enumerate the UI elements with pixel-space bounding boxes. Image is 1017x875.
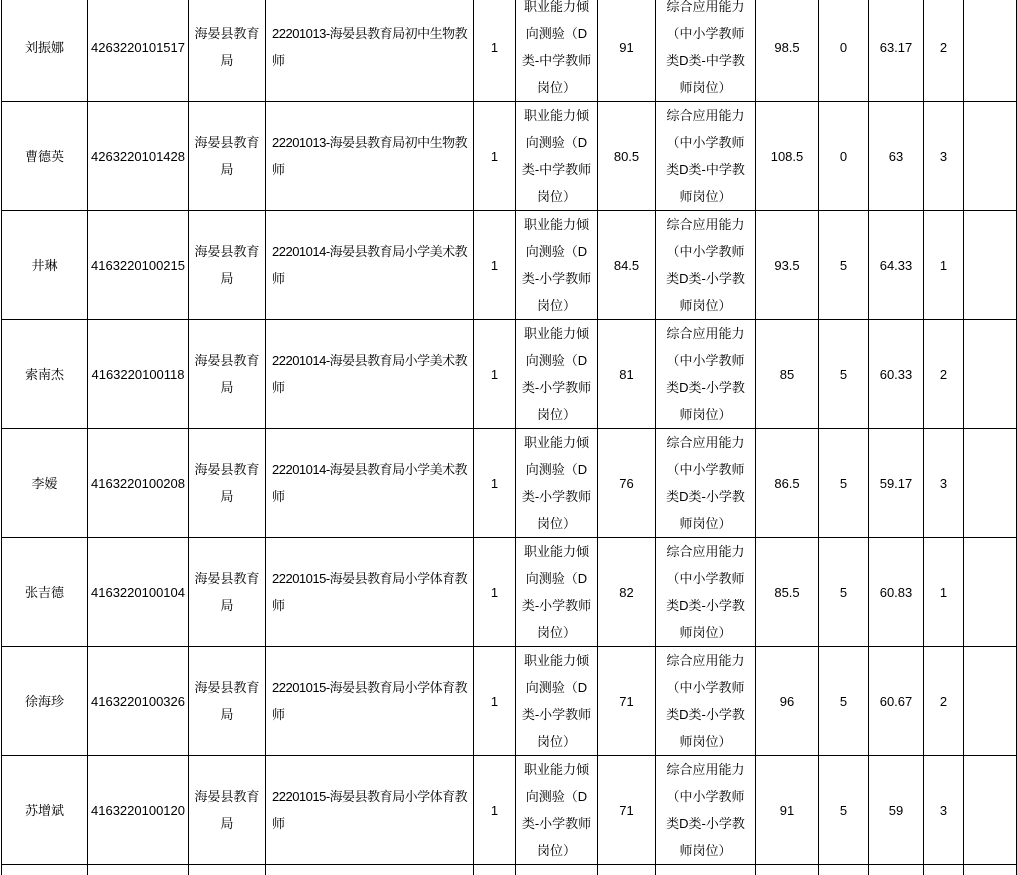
cell-position: 22201013-海晏县教育局初中生物教师 (266, 102, 474, 211)
cell-ticket-number: 4263220101517 (88, 0, 189, 102)
cell-subject1-score: 91 (598, 0, 656, 102)
cell-blank (819, 865, 869, 875)
cell-employer-unit: 海晏县教育局 (189, 320, 266, 429)
cell-employer-unit: 海晏县教育局 (189, 102, 266, 211)
cell-total-score: 60.83 (869, 538, 924, 647)
cell-rank: 1 (924, 538, 964, 647)
cell-position: 22201014-海晏县教育局小学美术教师 (266, 211, 474, 320)
cell-subject1-name: 职业能力倾向测验（D类-中学教师岗位） (516, 102, 598, 211)
cell-position: 22201013-海晏县教育局初中生物教师 (266, 0, 474, 102)
cell-policy-bonus: 5 (819, 538, 869, 647)
cell-blank (964, 429, 1017, 538)
cell-subject2-name: 综合应用能力（中小学教师类D类-小学教师岗位） (656, 429, 756, 538)
cell-policy-bonus: 0 (819, 0, 869, 102)
cell-candidate-name: 张吉德 (2, 538, 88, 647)
cell-ticket-number: 4163220100326 (88, 647, 189, 756)
cell-subject1-name: 职业能力倾向测验（D类-小学教师岗位） (516, 647, 598, 756)
cell-subject1-name: 职业能力倾向测验（D类-小学教师岗位） (516, 756, 598, 865)
cell-subject1-score: 81 (598, 320, 656, 429)
cell-total-score: 59.17 (869, 429, 924, 538)
cell-total-score: 63 (869, 102, 924, 211)
cell-quota: 1 (474, 320, 516, 429)
cell-subject1-score: 80.5 (598, 102, 656, 211)
cell-blank (516, 865, 598, 875)
cell-blank (598, 865, 656, 875)
exam-score-table (1, 0, 1017, 875)
table-row (2, 0, 1017, 102)
cell-policy-bonus: 0 (819, 102, 869, 211)
cell-position: 22201014-海晏县教育局小学美术教师 (266, 320, 474, 429)
cell-rank: 2 (924, 0, 964, 102)
cell-policy-bonus: 5 (819, 756, 869, 865)
cell-total-score: 60.67 (869, 647, 924, 756)
cell-position: 22201014-海晏县教育局小学美术教师 (266, 429, 474, 538)
cell-rank: 2 (924, 320, 964, 429)
cell-subject1-score: 82 (598, 538, 656, 647)
cell-blank (474, 865, 516, 875)
cell-candidate-name: 李嫒 (2, 429, 88, 538)
cell-subject2-score: 108.5 (756, 102, 819, 211)
cell-subject1-name: 职业能力倾向测验（D类-小学教师岗位） (516, 429, 598, 538)
cell-rank: 3 (924, 102, 964, 211)
cell-position: 22201015-海晏县教育局小学体育教师 (266, 647, 474, 756)
cell-blank (964, 865, 1017, 875)
cell-subject1-name: 职业能力倾向测验（D类-小学教师岗位） (516, 538, 598, 647)
cell-ticket-number: 4163220100120 (88, 756, 189, 865)
cell-subject2-score: 85 (756, 320, 819, 429)
cell-subject1-score: 76 (598, 429, 656, 538)
cell-policy-bonus: 5 (819, 211, 869, 320)
cell-ticket-number: 4163220100118 (88, 320, 189, 429)
cell-rank: 3 (924, 756, 964, 865)
cell-ticket-number: 4163220100104 (88, 538, 189, 647)
cell-position: 22201015-海晏县教育局小学体育教师 (266, 538, 474, 647)
cell-total-score: 64.33 (869, 211, 924, 320)
cell-subject2-name: 综合应用能力（中小学教师类D类-小学教师岗位） (656, 320, 756, 429)
table-row (2, 538, 1017, 647)
cell-subject2-name: 综合应用能力（中小学教师类D类-小学教师岗位） (656, 647, 756, 756)
cell-subject2-score: 93.5 (756, 211, 819, 320)
cell-blank (88, 865, 189, 875)
cell-blank (964, 756, 1017, 865)
table-row-partial (2, 865, 1017, 875)
table-row (2, 756, 1017, 865)
cell-employer-unit: 海晏县教育局 (189, 647, 266, 756)
cell-quota: 1 (474, 429, 516, 538)
cell-policy-bonus: 5 (819, 647, 869, 756)
cell-quota: 1 (474, 102, 516, 211)
cell-subject2-name: 综合应用能力（中小学教师类D类-小学教师岗位） (656, 538, 756, 647)
table-row (2, 320, 1017, 429)
cell-employer-unit: 海晏县教育局 (189, 756, 266, 865)
cell-blank (964, 647, 1017, 756)
cell-blank (656, 865, 756, 875)
cell-employer-unit: 海晏县教育局 (189, 538, 266, 647)
cell-ticket-number: 4163220100208 (88, 429, 189, 538)
cell-rank: 1 (924, 211, 964, 320)
cell-subject2-score: 86.5 (756, 429, 819, 538)
cell-blank (924, 865, 964, 875)
cell-rank: 2 (924, 647, 964, 756)
cell-quota: 1 (474, 0, 516, 102)
table-row (2, 429, 1017, 538)
cell-blank (964, 102, 1017, 211)
cell-total-score: 63.17 (869, 0, 924, 102)
cell-quota: 1 (474, 538, 516, 647)
cell-blank (964, 320, 1017, 429)
cell-quota: 1 (474, 756, 516, 865)
cell-policy-bonus: 5 (819, 320, 869, 429)
table-row (2, 647, 1017, 756)
cell-employer-unit: 海晏县教育局 (189, 429, 266, 538)
cell-position: 22201015-海晏县教育局小学体育教师 (266, 756, 474, 865)
table-row (2, 211, 1017, 320)
cell-subject2-name: 综合应用能力（中小学教师类D类-小学教师岗位） (656, 756, 756, 865)
cell-total-score: 59 (869, 756, 924, 865)
cell-subject2-score: 98.5 (756, 0, 819, 102)
cell-blank (756, 865, 819, 875)
cell-blank (266, 865, 474, 875)
cell-subject2-score: 85.5 (756, 538, 819, 647)
cell-candidate-name: 井琳 (2, 211, 88, 320)
cell-candidate-name: 索南杰 (2, 320, 88, 429)
cell-rank: 3 (924, 429, 964, 538)
cell-subject1-score: 71 (598, 647, 656, 756)
cell-blank (2, 865, 88, 875)
cell-subject1-name: 职业能力倾向测验（D类-小学教师岗位） (516, 320, 598, 429)
cell-quota: 1 (474, 211, 516, 320)
cell-blank (964, 538, 1017, 647)
cell-candidate-name: 徐海珍 (2, 647, 88, 756)
cell-ticket-number: 4163220100215 (88, 211, 189, 320)
cell-blank (189, 865, 266, 875)
cell-candidate-name: 曹德英 (2, 102, 88, 211)
table-row (2, 102, 1017, 211)
cell-candidate-name: 苏增斌 (2, 756, 88, 865)
cell-candidate-name: 刘振娜 (2, 0, 88, 102)
cell-subject1-name: 职业能力倾向测验（D类-小学教师岗位） (516, 211, 598, 320)
cell-subject2-score: 96 (756, 647, 819, 756)
cell-blank (964, 0, 1017, 102)
cell-ticket-number: 4263220101428 (88, 102, 189, 211)
cell-subject2-name: 综合应用能力（中小学教师类D类-中学教师岗位） (656, 0, 756, 102)
cell-subject2-name: 综合应用能力（中小学教师类D类-小学教师岗位） (656, 211, 756, 320)
cell-subject1-score: 84.5 (598, 211, 656, 320)
cell-employer-unit: 海晏县教育局 (189, 0, 266, 102)
cell-subject1-score: 71 (598, 756, 656, 865)
cell-employer-unit: 海晏县教育局 (189, 211, 266, 320)
cell-blank (869, 865, 924, 875)
cell-total-score: 60.33 (869, 320, 924, 429)
cell-subject1-name: 职业能力倾向测验（D类-中学教师岗位） (516, 0, 598, 102)
cell-subject2-score: 91 (756, 756, 819, 865)
cell-blank (964, 211, 1017, 320)
cell-subject2-name: 综合应用能力（中小学教师类D类-中学教师岗位） (656, 102, 756, 211)
cell-policy-bonus: 5 (819, 429, 869, 538)
cell-quota: 1 (474, 647, 516, 756)
